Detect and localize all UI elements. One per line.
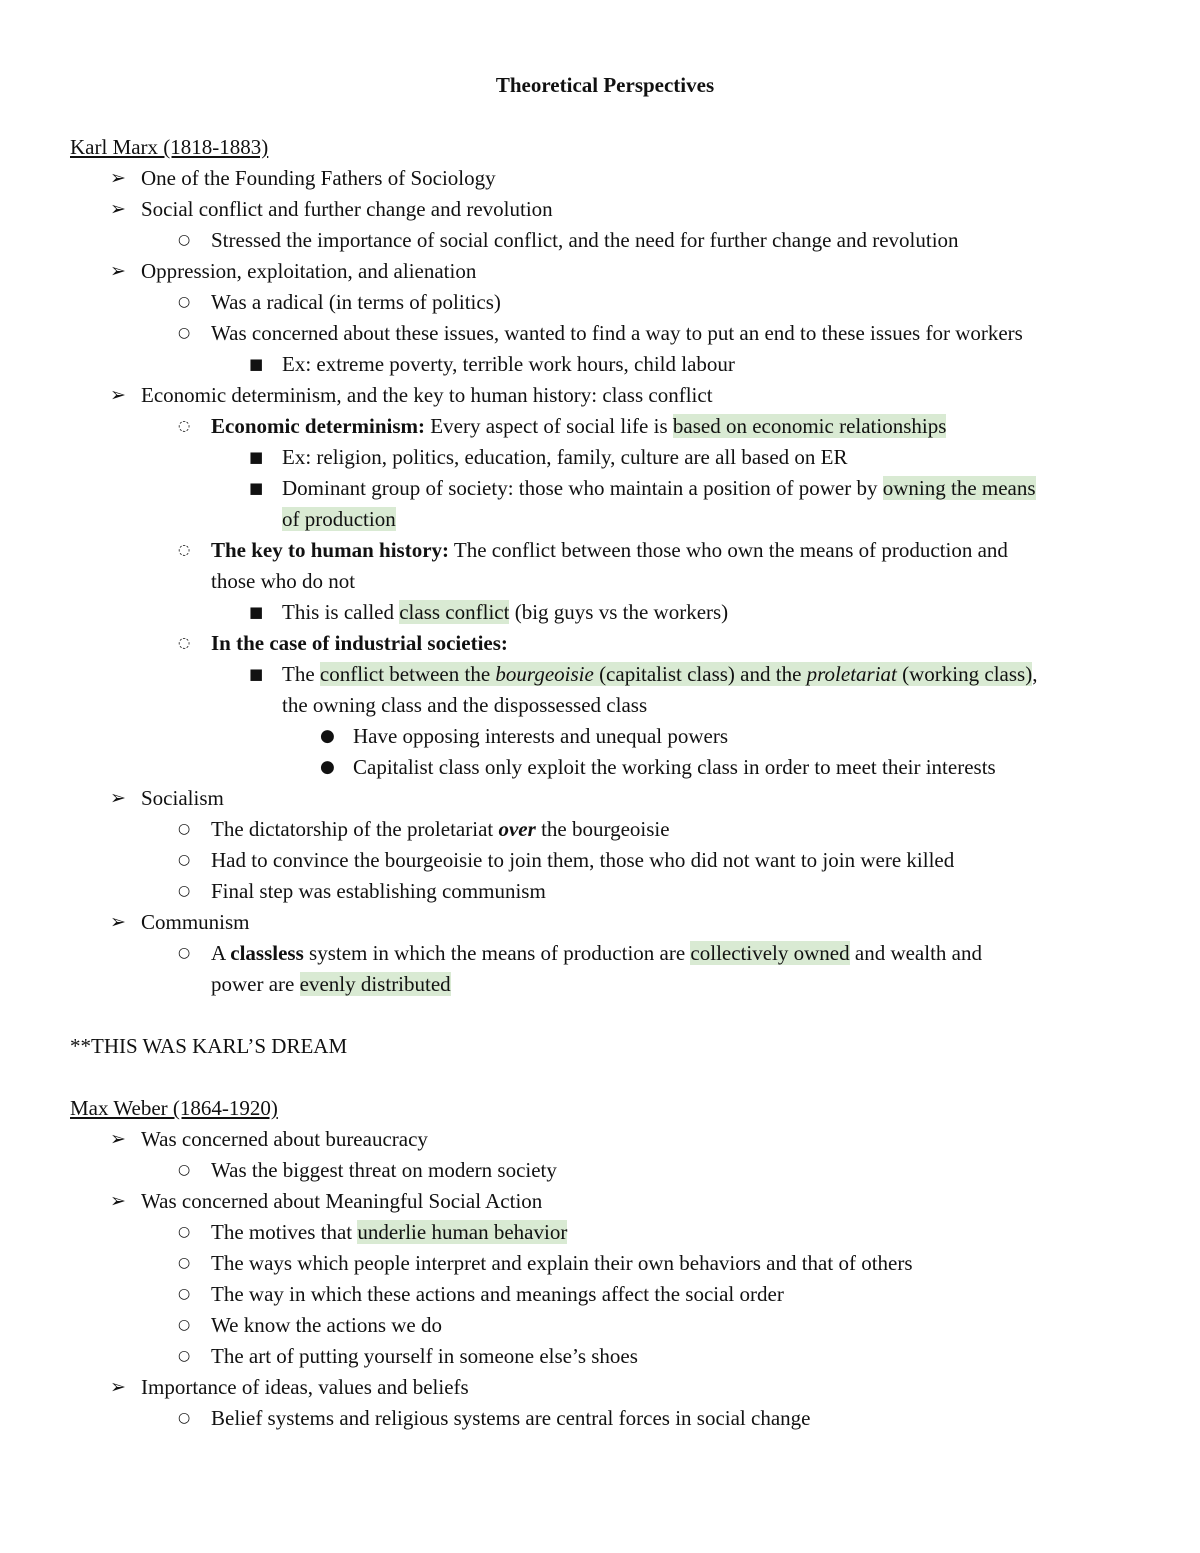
highlight: based on economic relationships bbox=[672, 414, 947, 438]
list-item: ➢ Was concerned about bureaucracy bbox=[70, 1124, 1140, 1155]
square-bullet-icon: ■ bbox=[249, 603, 264, 621]
list-item: ➢ Communism bbox=[70, 907, 1140, 938]
list-item: ◌ Economic determinism: Every aspect of social life is based on economic relationships bbox=[70, 411, 1140, 442]
list-item: ■ This is called class conflict (big guys vs the workers) bbox=[70, 597, 1140, 628]
list-item: ● Capitalist class only exploit the working class in order to meet their interests bbox=[70, 752, 1140, 783]
dream-note: **THIS WAS KARL’S DREAM bbox=[70, 1034, 348, 1058]
circle-bullet-icon: ○ bbox=[178, 1255, 191, 1271]
circle-bullet-icon: ○ bbox=[178, 325, 191, 341]
arrow-bullet-icon: ➢ bbox=[110, 1376, 126, 1398]
arrow-bullet-icon: ➢ bbox=[110, 198, 126, 220]
circle-bullet-icon: ○ bbox=[178, 821, 191, 837]
list-item: ◌ The key to human history: The conflict between those who own the means of production and bbox=[70, 535, 1140, 566]
list-item: ■ Ex: religion, politics, education, family, culture are all based on ER bbox=[70, 442, 1140, 473]
list-item-continuation: the owning class and the dispossessed class bbox=[282, 693, 648, 717]
list-item: ○ Had to convince the bourgeoisie to join them, those who did not want to join were killed bbox=[70, 845, 1140, 876]
list-item: ○ Stressed the importance of social conflict, and the need for further change and revolution bbox=[70, 225, 1140, 256]
highlight: conflict between the bourgeoisie (capitalist class) and the proletariat (working class) bbox=[319, 662, 1033, 686]
list-item: ➢ Social conflict and further change and revolution bbox=[70, 194, 1140, 225]
list-item: ○ We know the actions we do bbox=[70, 1310, 1140, 1341]
list-item: ◌ In the case of industrial societies: bbox=[70, 628, 1140, 659]
weber-heading: Max Weber (1864-1920) bbox=[70, 1096, 278, 1120]
arrow-bullet-icon: ➢ bbox=[110, 1128, 126, 1150]
list-item: ■ Ex: extreme poverty, terrible work hours, child labour bbox=[70, 349, 1140, 380]
list-item: ➢ Economic determinism, and the key to human history: class conflict bbox=[70, 380, 1140, 411]
highlight: evenly distributed bbox=[299, 972, 451, 996]
list-item: ○ A classless system in which the means of production are collectively owned and wealth and bbox=[70, 938, 1140, 969]
list-item: ➢ Was concerned about Meaningful Social Action bbox=[70, 1186, 1140, 1217]
circle-bullet-icon: ○ bbox=[178, 1348, 191, 1364]
dashed-circle-bullet-icon: ◌ bbox=[178, 635, 191, 651]
circle-bullet-icon: ○ bbox=[178, 1224, 191, 1240]
highlight: of production bbox=[282, 507, 396, 531]
circle-bullet-icon: ○ bbox=[178, 1410, 191, 1426]
list-item: ○ The art of putting yourself in someone else’s shoes bbox=[70, 1341, 1140, 1372]
arrow-bullet-icon: ➢ bbox=[110, 167, 126, 189]
square-bullet-icon: ■ bbox=[249, 448, 264, 466]
circle-bullet-icon: ○ bbox=[178, 232, 191, 248]
spacer bbox=[70, 1000, 1140, 1031]
square-bullet-icon: ■ bbox=[249, 355, 264, 373]
arrow-bullet-icon: ➢ bbox=[110, 1190, 126, 1212]
circle-bullet-icon: ○ bbox=[178, 883, 191, 899]
square-bullet-icon: ■ bbox=[249, 479, 264, 497]
arrow-bullet-icon: ➢ bbox=[110, 384, 126, 406]
spacer bbox=[70, 1062, 1140, 1093]
highlight: underlie human behavior bbox=[357, 1220, 568, 1244]
list-item: ● Have opposing interests and unequal powers bbox=[70, 721, 1140, 752]
circle-bullet-icon: ○ bbox=[178, 1162, 191, 1178]
list-item: ○ The dictatorship of the proletariat over the bourgeoisie bbox=[70, 814, 1140, 845]
list-item: ○ Belief systems and religious systems are central forces in social change bbox=[70, 1403, 1140, 1434]
list-item: ○ The way in which these actions and meanings affect the social order bbox=[70, 1279, 1140, 1310]
list-item-continuation: those who do not bbox=[211, 569, 356, 593]
list-item: ■ Dominant group of society: those who maintain a position of power by owning the means bbox=[70, 473, 1140, 504]
list-item-continuation bbox=[70, 504, 1140, 535]
list-item: ○ Was concerned about these issues, wanted to find a way to put an end to these issues for workers bbox=[70, 318, 1140, 349]
page-title: Theoretical Perspectives bbox=[495, 73, 715, 97]
highlight: owning the means bbox=[882, 476, 1036, 500]
highlight: collectively owned bbox=[690, 941, 850, 965]
list-item: ➢ Importance of ideas, values and beliefs bbox=[70, 1372, 1140, 1403]
circle-bullet-icon: ○ bbox=[178, 852, 191, 868]
circle-bullet-icon: ○ bbox=[178, 1317, 191, 1333]
list-item: ➢ Oppression, exploitation, and alienation bbox=[70, 256, 1140, 287]
list-item: ■ The conflict between the bourgeoisie (capitalist class) and the proletariat (working class), bbox=[70, 659, 1140, 690]
list-item: ○ The ways which people interpret and explain their own behaviors and that of others bbox=[70, 1248, 1140, 1279]
arrow-bullet-icon: ➢ bbox=[110, 911, 126, 933]
circle-bullet-icon: ○ bbox=[178, 294, 191, 310]
square-bullet-icon: ■ bbox=[249, 665, 264, 683]
dot-bullet-icon: ● bbox=[320, 726, 335, 746]
list-item-continuation: power are evenly distributed bbox=[211, 972, 451, 996]
circle-bullet-icon: ○ bbox=[178, 945, 191, 961]
list-item: ○ Was a radical (in terms of politics) bbox=[70, 287, 1140, 318]
dashed-circle-bullet-icon: ◌ bbox=[178, 542, 191, 558]
arrow-bullet-icon: ➢ bbox=[110, 787, 126, 809]
highlight: class conflict bbox=[399, 600, 510, 624]
list-item: ○ The motives that underlie human behavior bbox=[70, 1217, 1140, 1248]
dashed-circle-bullet-icon: ◌ bbox=[178, 418, 191, 434]
arrow-bullet-icon: ➢ bbox=[110, 260, 126, 282]
list-item: ➢ Socialism bbox=[70, 783, 1140, 814]
dot-bullet-icon: ● bbox=[320, 757, 335, 777]
list-item: ○ Was the biggest threat on modern society bbox=[70, 1155, 1140, 1186]
list-item: ○ Final step was establishing communism bbox=[70, 876, 1140, 907]
circle-bullet-icon: ○ bbox=[178, 1286, 191, 1302]
list-item: ➢ One of the Founding Fathers of Sociology bbox=[70, 163, 1140, 194]
marx-heading: Karl Marx (1818-1883) bbox=[70, 135, 269, 159]
